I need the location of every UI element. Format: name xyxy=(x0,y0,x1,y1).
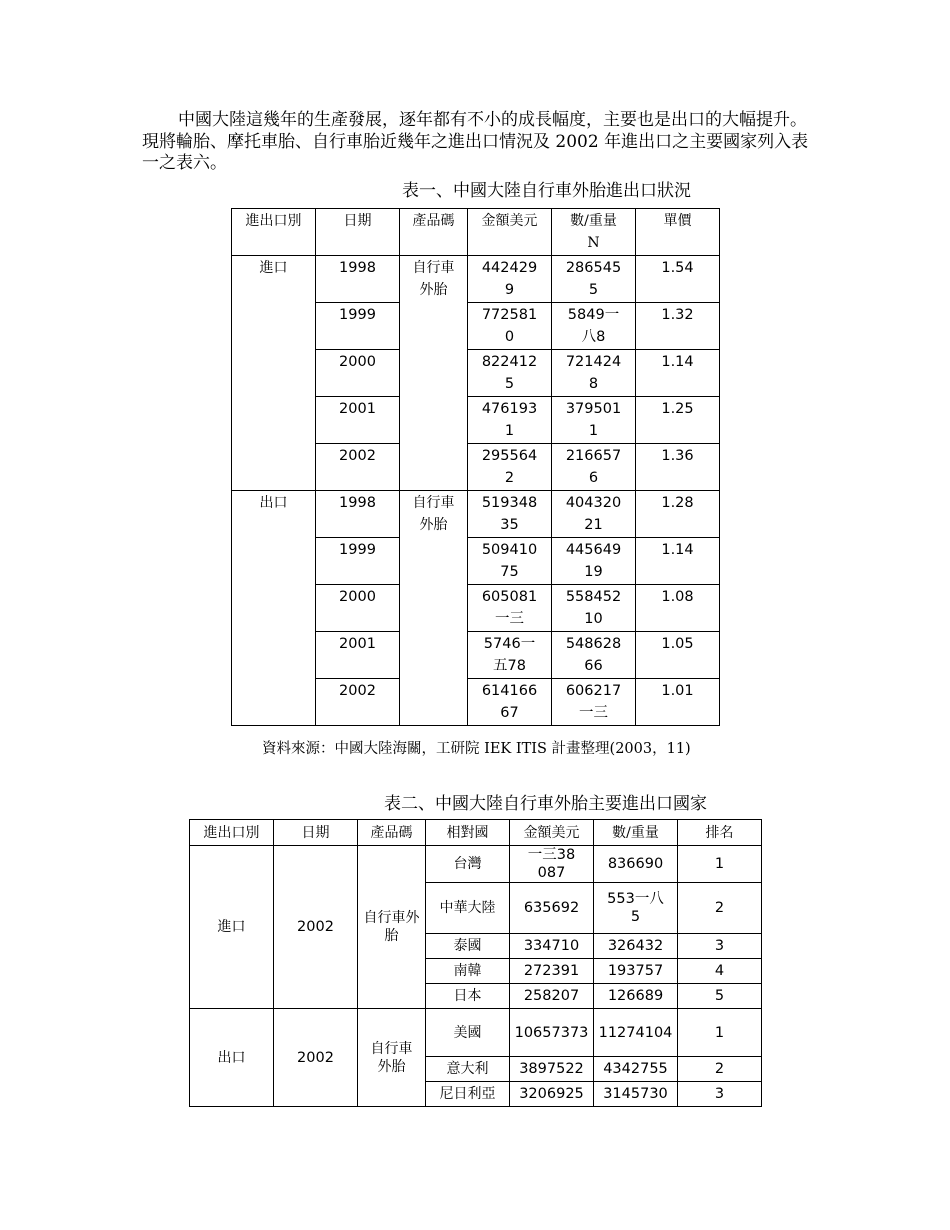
table1-amount-cell: 5746一五78 xyxy=(468,632,552,679)
table2 xyxy=(189,819,762,1107)
table1-year-cell: 2000 xyxy=(316,585,400,632)
table1-qty-cell: 40432021 xyxy=(552,491,636,538)
table2-qty-cell: 11274104 xyxy=(594,1009,678,1057)
table2-year-cell: 2002 xyxy=(274,846,358,1009)
table1 xyxy=(231,208,720,726)
table2-amount-cell: 3206925 xyxy=(510,1082,594,1107)
table1-header: 進出口別 xyxy=(232,209,316,256)
table1-qty-cell: 55845210 xyxy=(552,585,636,632)
intro-paragraph xyxy=(142,110,814,175)
table1-price-cell: 1.14 xyxy=(636,350,720,397)
table1-header: 日期 xyxy=(316,209,400,256)
table2-type-cell: 進口 xyxy=(190,846,274,1009)
table2-caption: 表二、中國大陸自行車外胎主要進出口國家 xyxy=(384,794,707,814)
table1-amount-cell: 51934835 xyxy=(468,491,552,538)
table1-amount-cell: 2955642 xyxy=(468,444,552,491)
table2-qty-cell: 4342755 xyxy=(594,1057,678,1082)
table1-year-cell: 1999 xyxy=(316,538,400,585)
table2-country-cell: 尼日利亞 xyxy=(426,1082,510,1107)
table2-amount-cell: 272391 xyxy=(510,959,594,984)
table1-qty-cell: 2166576 xyxy=(552,444,636,491)
table2-product-cell: 自行車外胎 xyxy=(358,1009,426,1107)
table-row xyxy=(190,1009,762,1057)
table2-country-cell: 中華大陸 xyxy=(426,883,510,934)
table1-year-cell: 2001 xyxy=(316,397,400,444)
table2-amount-cell: 635692 xyxy=(510,883,594,934)
table2-qty-cell: 193757 xyxy=(594,959,678,984)
table1-qty-cell: 44564919 xyxy=(552,538,636,585)
table2-header-row xyxy=(190,820,762,846)
table1-source-note: 資料來源：中國大陸海關，工研院 IEK ITIS 計畫整理(2003，11) xyxy=(262,741,691,757)
table2-rank-cell: 2 xyxy=(678,883,762,934)
table2-amount-cell: 一三38087 xyxy=(510,846,594,883)
table1-year-cell: 2002 xyxy=(316,444,400,491)
table1-product-cell: 自行車外胎 xyxy=(400,256,468,491)
table1-year-cell: 2001 xyxy=(316,632,400,679)
table2-country-cell: 美國 xyxy=(426,1009,510,1057)
table1-qty-cell: 5849一八8 xyxy=(552,303,636,350)
table2-header: 日期 xyxy=(274,820,358,846)
table1-amount-cell: 8224125 xyxy=(468,350,552,397)
table1-caption: 表一、中國大陸自行車外胎進出口狀況 xyxy=(402,181,691,201)
table-row xyxy=(232,256,720,303)
table2-rank-cell: 3 xyxy=(678,934,762,959)
table1-header-row xyxy=(232,209,720,256)
intro-text: 中國大陸這幾年的生產發展，逐年都有不小的成長幅度，主要也是出口的大幅提升。現將輪胎、摩托車胎、自行車胎近幾年之進出口情況及 2002 年進出口之主要國家列入表一之表六。 xyxy=(142,110,809,173)
table2-header: 進出口別 xyxy=(190,820,274,846)
table1-year-cell: 1998 xyxy=(316,256,400,303)
table1-amount-cell: 4424299 xyxy=(468,256,552,303)
table1-price-cell: 1.25 xyxy=(636,397,720,444)
table2-country-cell: 日本 xyxy=(426,984,510,1009)
table2-country-cell: 意大利 xyxy=(426,1057,510,1082)
table2-rank-cell: 2 xyxy=(678,1057,762,1082)
table1-type-cell: 進口 xyxy=(232,256,316,491)
table2-qty-cell: 126689 xyxy=(594,984,678,1009)
table1-year-cell: 2000 xyxy=(316,350,400,397)
table2-year-cell: 2002 xyxy=(274,1009,358,1107)
table1-price-cell: 1.14 xyxy=(636,538,720,585)
table1-price-cell: 1.28 xyxy=(636,491,720,538)
table1-year-cell: 2002 xyxy=(316,679,400,726)
table-row xyxy=(232,491,720,538)
table2-type-cell: 出口 xyxy=(190,1009,274,1107)
table2-country-cell: 泰國 xyxy=(426,934,510,959)
table1-header: 數/重量 N xyxy=(552,209,636,256)
table2-qty-cell: 326432 xyxy=(594,934,678,959)
table1-price-cell: 1.01 xyxy=(636,679,720,726)
table2-rank-cell: 4 xyxy=(678,959,762,984)
table2-qty-cell: 836690 xyxy=(594,846,678,883)
table1-qty-cell: 7214248 xyxy=(552,350,636,397)
table1-amount-cell: 4761931 xyxy=(468,397,552,444)
table2-amount-cell: 258207 xyxy=(510,984,594,1009)
table1-price-cell: 1.54 xyxy=(636,256,720,303)
table2-product-cell: 自行車外胎 xyxy=(358,846,426,1009)
table1-amount-cell: 7725810 xyxy=(468,303,552,350)
table2-rank-cell: 1 xyxy=(678,1009,762,1057)
table2-header: 排名 xyxy=(678,820,762,846)
table2-rank-cell: 3 xyxy=(678,1082,762,1107)
table1-amount-cell: 50941075 xyxy=(468,538,552,585)
table2-qty-cell: 3145730 xyxy=(594,1082,678,1107)
table1-qty-cell: 3795011 xyxy=(552,397,636,444)
table1-price-cell: 1.32 xyxy=(636,303,720,350)
table2-header: 金額美元 xyxy=(510,820,594,846)
table2-header: 數/重量 xyxy=(594,820,678,846)
table2-rank-cell: 1 xyxy=(678,846,762,883)
table1-year-cell: 1999 xyxy=(316,303,400,350)
table1-type-cell: 出口 xyxy=(232,491,316,726)
table2-country-cell: 南韓 xyxy=(426,959,510,984)
table2-qty-cell: 553一八5 xyxy=(594,883,678,934)
table1-amount-cell: 61416667 xyxy=(468,679,552,726)
table1-price-cell: 1.05 xyxy=(636,632,720,679)
table1-price-cell: 1.36 xyxy=(636,444,720,491)
table2-amount-cell: 3897522 xyxy=(510,1057,594,1082)
table2-header: 相對國 xyxy=(426,820,510,846)
table1-qty-cell: 606217一三 xyxy=(552,679,636,726)
table1-header: 金額美元 xyxy=(468,209,552,256)
table2-rank-cell: 5 xyxy=(678,984,762,1009)
table1-header: 單價 xyxy=(636,209,720,256)
table1-header: 產品碼 xyxy=(400,209,468,256)
table2-header: 產品碼 xyxy=(358,820,426,846)
table2-amount-cell: 10657373 xyxy=(510,1009,594,1057)
table-row xyxy=(190,846,762,883)
table2-country-cell: 台灣 xyxy=(426,846,510,883)
table1-qty-cell: 2865455 xyxy=(552,256,636,303)
table1-year-cell: 1998 xyxy=(316,491,400,538)
table1-price-cell: 1.08 xyxy=(636,585,720,632)
table1-qty-cell: 54862866 xyxy=(552,632,636,679)
table2-amount-cell: 334710 xyxy=(510,934,594,959)
table1-amount-cell: 605081一三 xyxy=(468,585,552,632)
table1-product-cell: 自行車外胎 xyxy=(400,491,468,726)
